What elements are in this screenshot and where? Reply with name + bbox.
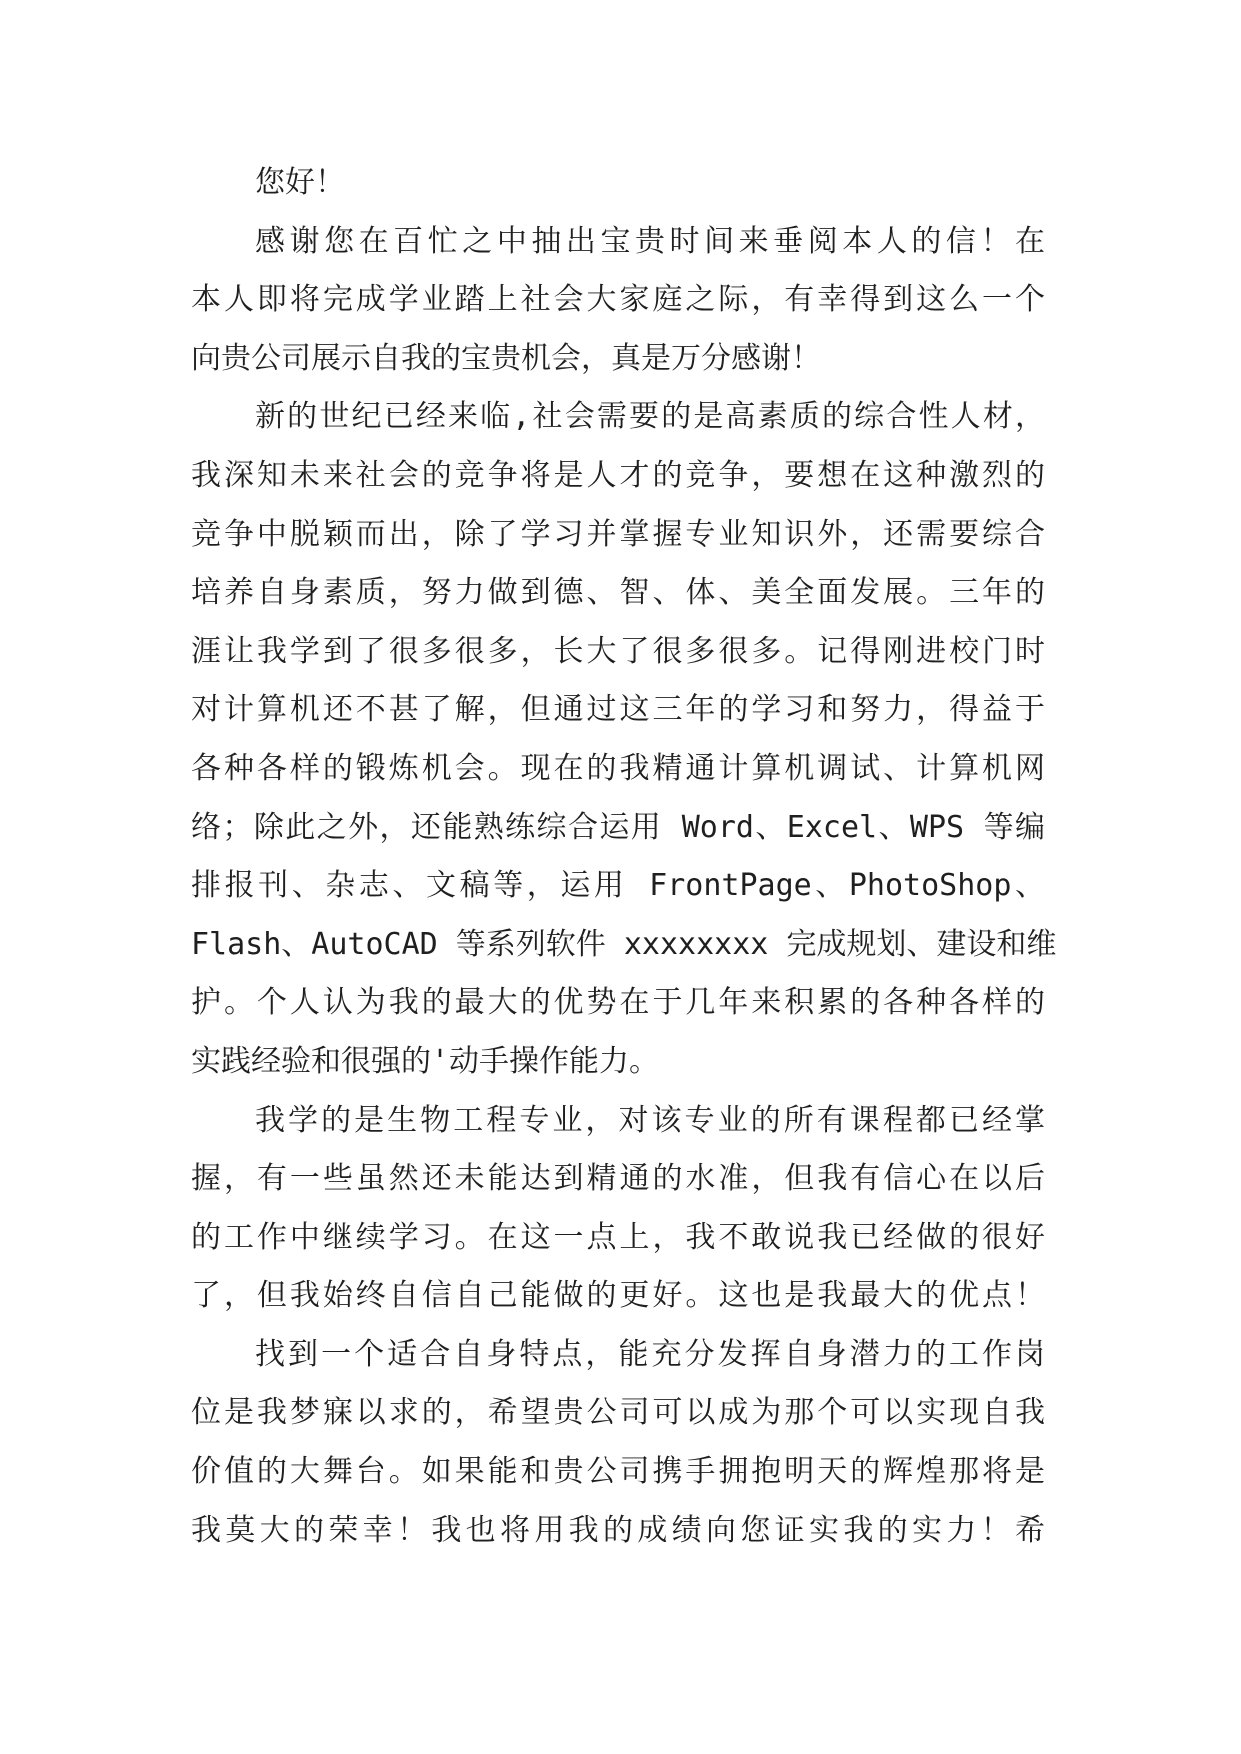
paragraph-2-line-3: 竞争中脱颖而出，除了学习并掌握专业知识外，还需要综合 [191,516,1045,552]
paragraph-4-line-4: 我莫大的荣幸！我也将用我的成绩向您证实我的实力！希 [191,1512,1045,1548]
paragraph-4-line-3: 价值的大舞台。如果能和贵公司携手拥抱明天的辉煌那将是 [191,1454,1045,1490]
paragraph-2-line-5: 涯让我学到了很多很多，长大了很多很多。记得刚进校门时 [191,633,1045,669]
paragraph-2-line-11: 护。个人认为我的最大的优势在于几年来积累的各种各样的 [191,985,1045,1021]
paragraph-2-line-12: 实践经验和很强的'动手操作能力。 [191,1043,660,1079]
paragraph-3-line-1: 我学的是生物工程专业，对该专业的所有课程都已经掌 [255,1102,1045,1138]
paragraph-1-line-3: 向贵公司展示自我的宝贵机会，真是万分感谢！ [191,340,821,376]
paragraph-2-line-8: 络；除此之外，还能熟练综合运用 Word、Excel、WPS 等编 [191,809,1045,845]
greeting-line: 您好！ [255,165,345,200]
paragraph-3-line-4: 了，但我始终自信自己能做的更好。这也是我最大的优点！ [191,1278,1045,1314]
paragraph-1-line-2: 本人即将完成学业踏上社会大家庭之际，有幸得到这么一个 [191,282,1045,318]
paragraph-2-line-9: 排报刊、杂志、文稿等，运用 FrontPage、PhotoShop、 [191,868,1045,904]
paragraph-3-line-2: 握，有一些虽然还未能达到精通的水准，但我有信心在以后 [191,1161,1045,1197]
paragraph-1-line-1: 感谢您在百忙之中抽出宝贵时间来垂阅本人的信！在 [255,223,1045,259]
paragraph-4-line-1: 找到一个适合自身特点，能充分发挥自身潜力的工作岗 [255,1336,1045,1372]
paragraph-4-line-2: 位是我梦寐以求的，希望贵公司可以成为那个可以实现自我 [191,1395,1045,1431]
paragraph-2-line-4: 培养自身素质，努力做到德、智、体、美全面发展。三年的 [191,575,1045,611]
letter-body [191,154,1057,1560]
paragraph-3-line-3: 的工作中继续学习。在这一点上，我不敢说我已经做的很好 [191,1219,1045,1255]
paragraph-2-line-1: 新的世纪已经来临,社会需要的是高素质的综合性人材， [255,399,1045,435]
paragraph-2-line-6: 对计算机还不甚了解，但通过这三年的学习和努力，得益于 [191,692,1045,728]
paragraph-2-line-7: 各种各样的锻炼机会。现在的我精通计算机调试、计算机网 [191,750,1045,786]
paragraph-2-line-2: 我深知未来社会的竞争将是人才的竞争，要想在这种激烈的 [191,457,1045,493]
paragraph-2-line-10: Flash、AutoCAD 等系列软件 xxxxxxxx 完成规划、建设和维 [191,926,1057,962]
